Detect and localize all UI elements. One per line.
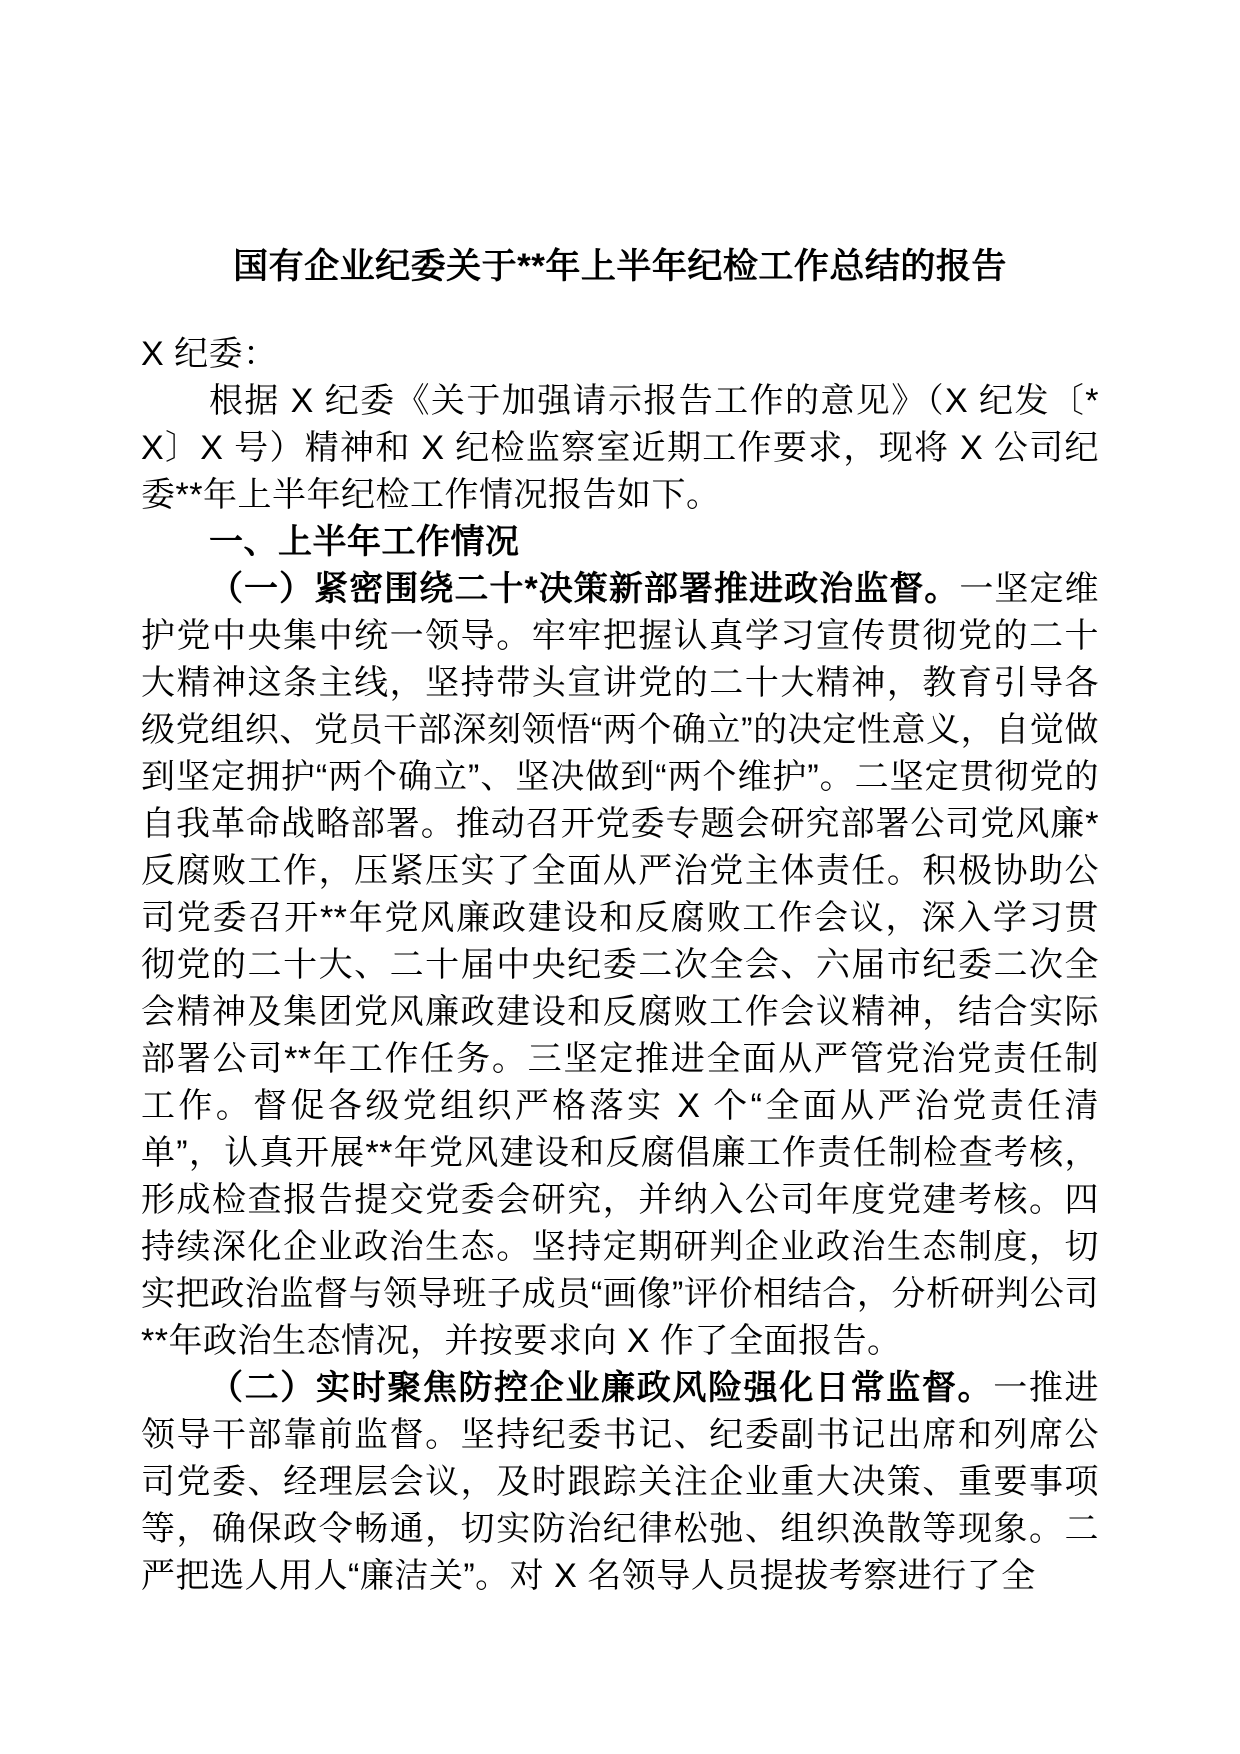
subsection-1-body: 一坚定维护党中央集中统一领导。牢牢把握认真学习宣传贯彻党的二十大精神这条主线，坚持带头宣讲党的二十大精神，教育引导各级党组织、党员干部深刻领悟“两个确立”的决定性意义，自觉做到坚定拥护“两个确立”、坚决做到“两个维护”。二坚定贯彻党的自我革命战略部署。推动召开党委专题会研究部署公司党风廉*反腐败工作，压紧压实了全面从严治党主体责任。积极协助公司党委召开**年党风廉政建设和反腐败工作会议，深入学习贯彻党的二十大、二十届中央纪委二次全会、六届市纪委二次全会精神及集团党风廉政建设和反腐败工作会议精神，结合实际部署公司**年工作任务。三坚定推进全面从严管党治党责任制工作。督促各级党组织严格落实 X 个“全面从严治党责任清单”，认真开展**年党风建设和反腐倡廉工作责任制检查考核，形成检查报告提交党委会研究，并纳入公司年度党建考核。四持续深化企业政治生态。坚持定期研判企业政治生态制度，切实把政治监督与领导班子成员“画像”评价相结合，分析研判公司**年政治生态情况，并按要求向 X 作了全面报告。: [141, 570, 1099, 1360]
document-title: 国有企业纪委关于**年上半年纪检工作总结的报告: [233, 247, 1007, 286]
salutation-line: X 纪委：: [141, 335, 278, 373]
document-content: [141, 0, 1099, 1600]
intro-paragraph: 根据 X 纪委《关于加强请示报告工作的意见》（X 纪发〔*X〕X 号）精神和 X 纪检监察室近期工作要求，现将 X 公司纪委**年上半年纪检工作情况报告如下。: [141, 382, 1099, 514]
document-body: [141, 331, 1099, 1600]
subsection-2-lead: （二）实时聚焦防控企业廉政风险强化日常监督。: [209, 1369, 994, 1407]
subsection-1-lead: （一）紧密围绕二十*决策新部署推进政治监督。: [209, 570, 960, 608]
subsection-paragraph-2: [141, 1365, 1099, 1600]
section-heading-1: 一、上半年工作情况: [209, 523, 520, 561]
subsection-paragraph-1: [141, 566, 1099, 1365]
subsection-2-body: 一推进领导干部靠前监督。坚持纪委书记、纪委副书记出席和列席公司党委、经理层会议，及时跟踪关注企业重大决策、重要事项等，确保政令畅通，切实防治纪律松弛、组织涣散等现象。二严把选人用人“廉洁关”。对 X 名领导人员提拔考察进行了全: [141, 1369, 1100, 1595]
